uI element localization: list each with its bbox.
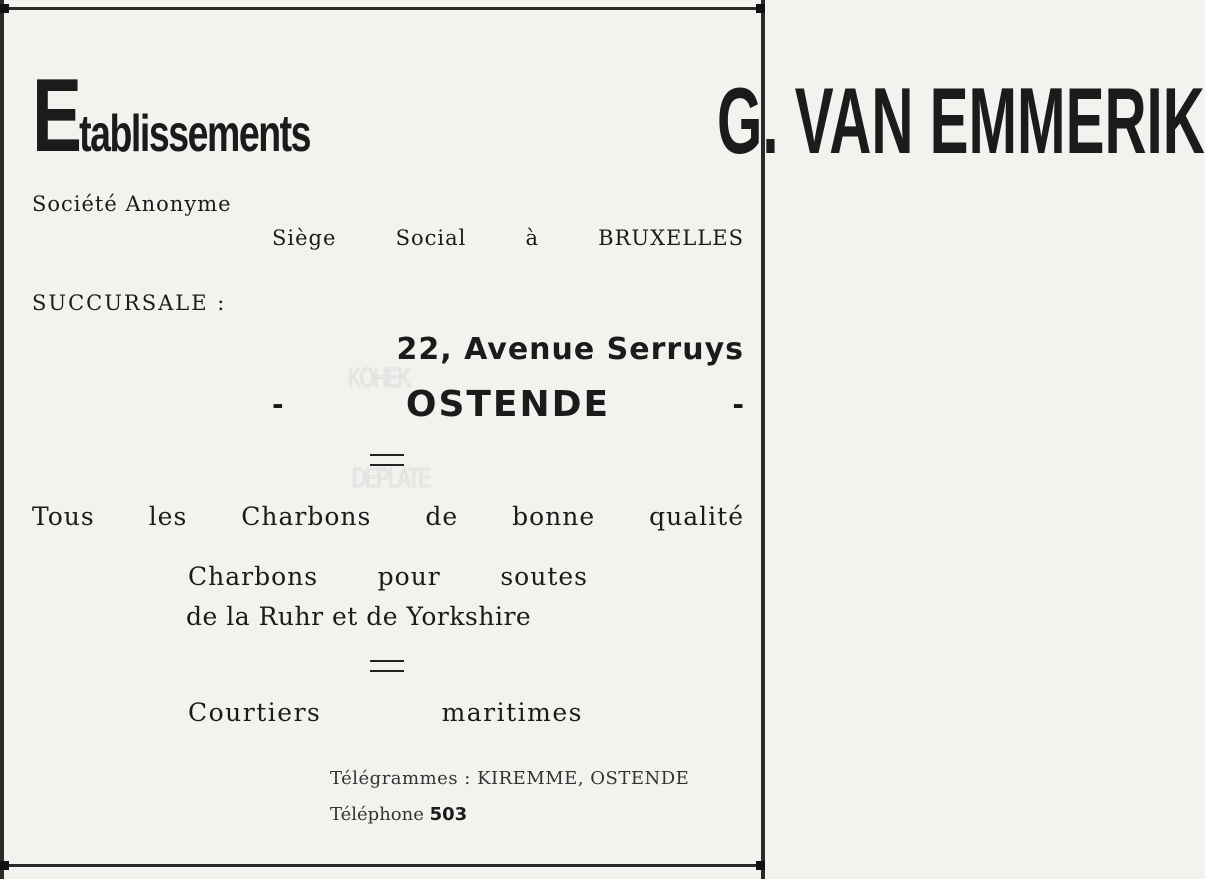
offer-word: bonne [512,502,596,531]
head-office-line [272,226,744,250]
heading-prefix-initial: E [32,58,80,174]
branch-city-line [272,384,744,425]
company-heading [32,56,1205,174]
heading-prefix-rest: tablissements [79,105,311,163]
head-office-word: BRUXELLES [598,226,744,250]
city-dash-right: - [732,388,744,421]
brokers-word: maritimes [441,698,583,727]
bunker-word: soutes [500,562,588,591]
offer-word: Charbons [241,502,372,531]
head-office-word: à [525,226,539,250]
brokers-word: Courtiers [188,698,322,727]
heading-prefix [32,58,311,174]
telephone-line [330,804,467,825]
double-rule-divider [370,454,404,466]
offer-word: qualité [649,502,744,531]
offer-headline [32,502,744,531]
branch-city: OSTENDE [405,384,611,425]
watermark-line1: KOHEK [348,362,410,393]
branch-label: SUCCURSALE : [32,291,227,315]
company-name: G. VAN EMMERIK [717,68,1205,173]
bunker-word: Charbons [188,562,319,591]
shipbrokers-line [188,698,583,727]
bunker-coal-line2: de la Ruhr et de Yorkshire [186,602,532,631]
offer-word: Tous [32,502,95,531]
bunker-coal-line1 [188,562,588,591]
head-office-word: Social [395,226,467,250]
offer-word: les [148,502,188,531]
telephone-label: Téléphone [330,804,424,825]
head-office-word: Siège [272,226,337,250]
telephone-number: 503 [429,804,468,825]
bunker-word: pour [377,562,441,591]
branch-address: 22, Avenue Serruys [396,332,744,367]
double-rule-divider [370,660,404,672]
watermark-line2: DEPLATE [352,462,431,493]
offer-word: de [425,502,459,531]
telegram-address: Télégrammes : KIREMME, OSTENDE [330,768,690,789]
city-dash-left: - [272,388,284,421]
legal-form: Société Anonyme [32,192,232,216]
